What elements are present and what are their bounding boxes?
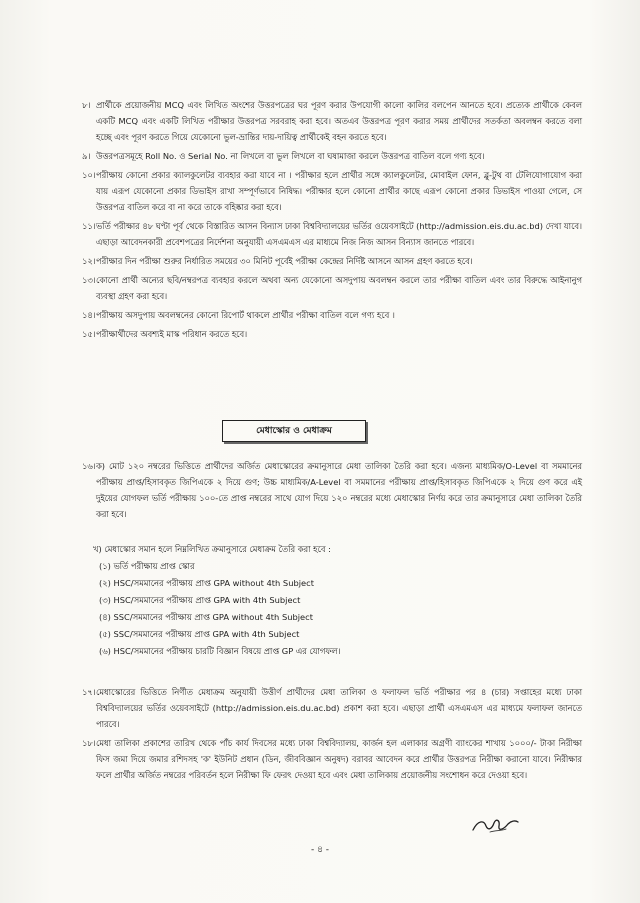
tie-break-list [93, 541, 573, 660]
list-item: (৪) SSC/সমমানের পরীক্ষায় প্রাপ্ত GPA without 4th Subject [99, 612, 313, 622]
rule-item [82, 97, 582, 145]
rule-item [82, 307, 582, 323]
rule-item [82, 458, 582, 522]
rule-text: কোনো প্রার্থী অন্যের ছবি/নম্বরপত্র ব্যবহার করলে অথবা অন্য যেকোনো অসদুপায় অবলম্বন করলে তার পরীক্ষা বাতিল এবং তার বিরুদ্ধে আইনানুগ ব্যবস্থা গ্রহণ করা হবে। [96, 275, 582, 301]
list-item: (২) HSC/সমমানের পরীক্ষায় প্রাপ্ত GPA without 4th Subject [99, 578, 314, 588]
rule-item [82, 684, 582, 732]
rule-item [82, 167, 582, 215]
list-item: (৩) HSC/সমমানের পরীক্ষায় প্রাপ্ত GPA with 4th Subject [99, 595, 301, 605]
rule-number: ৯। [82, 151, 91, 161]
tie-break-heading: খ) মেধাস্কোর সমান হলে নিম্নলিখিত ক্রমানুসারে মেধাক্রম তৈরি করা হবে : [93, 544, 331, 554]
list-item: (১) ভর্তি পরীক্ষায় প্রাপ্ত স্কোর [99, 561, 195, 571]
rule-text: পরীক্ষার দিন পরীক্ষা শুরুর নির্ধারিত সময়ের ৩০ মিনিট পূর্বেই পরীক্ষা কেন্দ্রের নির্দিষ্ট আসনে আসন গ্রহণ করতে হবে। [96, 256, 473, 266]
rule-number: ১৩। [82, 275, 96, 285]
rule-text: পরীক্ষায় কোনো প্রকার ক্যালকুলেটর ব্যবহার করা যাবে না । পরীক্ষার হলে প্রার্থীর সঙ্গে ক্যালকুলেটর, মোবাইল ফোন, ব্লু-টুথ বা টেলিযোগাযোগ করা যায় এরূপ যেকোনো প্রকার ডিভাইস রাখা সম্পূর্ণভাবে নিষিদ্ধ। পরীক্ষার হলে কোনো প্রার্থীর কাছে এরূপ কোনো প্রকার ডিভাইস পাওয়া গেলে, সে উত্তরপত্র বাতিল করে বা না করে তাকে বহিষ্কার করা হবে। [96, 170, 582, 212]
rule-item [82, 253, 582, 269]
rule-item [82, 326, 582, 342]
merit-clause-a: ক) মোট ১২০ নম্বরের ভিত্তিতে প্রার্থীদের অর্জিত মেধাস্কোরের ক্রমানুসারে মেধা তালিকা তৈরি করা হবে। এজন্য মাধ্যমিক/O-Level বা সমমানের পরীক্ষায় প্রাপ্ত/হিসাবকৃত জিপিএকে ২ দিয়ে গুণ; উচ্চ মাধ্যমিক/A-Level বা সমমানের পরীক্ষায় প্রাপ্ত/হিসাবকৃত জিপিএকে ২ দিয়ে গুণ করে এই দুইয়ের যোগফল ভর্তি পরীক্ষায় ১০০-তে প্রাপ্ত নম্বরের সাথে যোগ দিয়ে ১২০ নম্বরের মধ্যে মেধাস্কোর নির্ণয় করে তার ক্রমানুসারে মেধা তালিকা তৈরি করা হবে। [96, 461, 582, 519]
rule-number: ১৮। [82, 738, 96, 748]
rule-text: মেধা তালিকা প্রকাশের তারিখ থেকে পাঁচ কার্য দিবসের মধ্যে ঢাকা বিশ্ববিদ্যালয়, কার্জন হল এলাকার অগ্রণী ব্যাংকের শাখায় ১০০০/- টাকা নিরীক্ষা ফিস জমা দিয়ে জমার রশিদসহ 'ক' ইউনিট প্রধান (ডিন, জীববিজ্ঞান অনুষদ) বরাবর আবেদন করে প্রার্থীর উত্তরপত্র নিরীক্ষা করানো যাবে। নিরীক্ষার ফলে প্রার্থীর অর্জিত নম্বরের পরিবর্তন হলে নিরীক্ষা ফি ফেরৎ দেওয়া হবে এবং মেধা তালিকায় প্রয়োজনীয় সংশোধন করে দেওয়া হবে। [96, 738, 582, 780]
lower-rules-list [82, 684, 582, 786]
signature-mark [470, 814, 520, 836]
rule-number: ১৫। [82, 329, 96, 339]
rule-number: ১০। [82, 170, 96, 180]
rule-number: ১৬। [82, 461, 96, 471]
merit-rule [82, 458, 582, 525]
rule-text: মেধাস্কোরের ভিত্তিতে নির্ণীত মেধাক্রম অনুযায়ী উত্তীর্ণ প্রার্থীদের মেধা তালিকা ও ফলাফল ভর্তি পরীক্ষার পর ৪ (চার) সপ্তাহের মধ্যে ঢাকা বিশ্ববিদ্যালয়ের ভর্তির ওয়েবসাইটে (http://admission.eis.du.ac.bd) প্রকাশ করা হবে। এছাড়া প্রার্থী এসএমএস এর মাধ্যমে ফলাফল জানতে পারবে। [96, 687, 582, 729]
rules-list [82, 97, 582, 345]
rule-text: ভর্তি পরীক্ষার ৪৮ ঘণ্টা পূর্ব থেকে বিস্তারিত আসন বিন্যাস ঢাকা বিশ্ববিদ্যালয়ের ভর্তির ওয়েবসাইটে (http://admission.eis.du.ac.bd) দেখা যাবে। এছাড়া আবেদনকারী প্রবেশপত্রের নির্দেশনা অনুযায়ী এসএমএস এর মাধ্যমে নিজ নিজ আসন বিন্যাস জানতে পারবে। [96, 221, 582, 247]
page-number: - ৪ - [310, 845, 330, 855]
rule-number: ৮। [82, 100, 91, 110]
rule-number: ১৭। [82, 687, 96, 697]
rule-text: পরীক্ষায় অসদুপায় অবলম্বনের কোনো রিপোর্ট থাকলে প্রার্থীর পরীক্ষা বাতিল বলে গণ্য হবে । [96, 310, 395, 320]
rule-number: ১২। [82, 256, 96, 266]
rule-text: উত্তরপত্রসমূহে Roll No. ও Serial No. না লিখলে বা ভুল লিখলে বা ঘষামাজা করলে উত্তরপত্র বাতিল বলে গণ্য হবে। [96, 151, 485, 161]
section-heading-merit: মেধাস্কোর ও মেধাক্রম [222, 420, 366, 442]
rule-text: পরীক্ষার্থীদের অবশ্যই মাস্ক পরিধান করতে হবে। [96, 329, 248, 339]
rule-item [82, 218, 582, 250]
rule-item [82, 272, 582, 304]
list-item: (৬) HSC/সমমানের পরীক্ষায় চারটি বিজ্ঞান বিষয়ে প্রাপ্ত GP এর যোগফল। [99, 646, 341, 656]
list-item: (৫) SSC/সমমানের পরীক্ষায় প্রাপ্ত GPA with 4th Subject [99, 629, 300, 639]
rule-number: ১৪। [82, 310, 96, 320]
rule-text: প্রার্থীকে প্রয়োজনীয় MCQ এবং লিখিত অংশের উত্তরপত্রের ঘর পূরণ করার উপযোগী কালো কালির বলপেন আনতে হবে। প্রত্যেক প্রার্থীকে কেবল একটি MCQ এবং একটি লিখিত পরীক্ষার উত্তরপত্র সরবরাহ করা হবে। অতএব উত্তরপত্র পূরণ করার সময় প্রার্থীদের সতর্কতা অবলম্বন করতে বলা হচ্ছে এবং পূরণ করতে গিয়ে যেকোনো ভুল-ভ্রান্তির দায়-দায়িত্ব প্রার্থীকেই বহন করতে হবে। [96, 100, 582, 142]
rule-item [82, 735, 582, 783]
rule-number: ১১। [82, 221, 96, 231]
rule-item [82, 148, 582, 164]
